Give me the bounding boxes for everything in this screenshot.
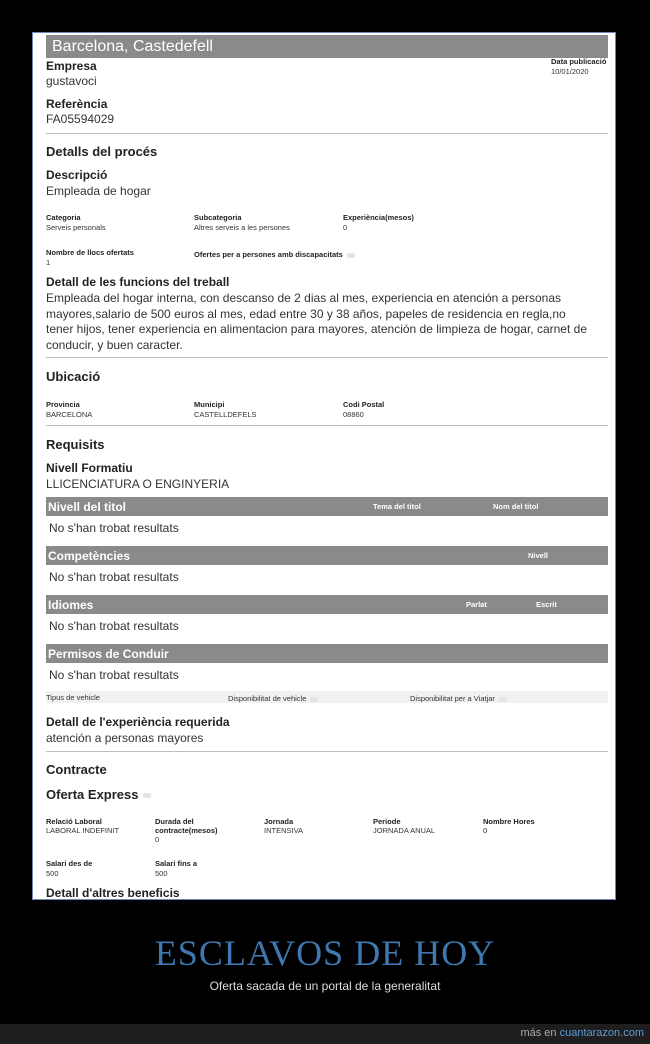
discapacitats-label: Ofertes per a persones amb discapacitats bbox=[194, 250, 355, 259]
funcions-line: Empleada del hogar interna, con descanso de 2 dias al mes, experiencia en atención a personas bbox=[46, 291, 561, 305]
nivell-titol-table-header bbox=[46, 497, 608, 516]
jornada-value: INTENSIVA bbox=[264, 826, 304, 835]
nombre-hores-value: 0 bbox=[483, 826, 488, 835]
divider bbox=[46, 357, 608, 358]
beneficis-label: Detall d'altres beneficis bbox=[46, 886, 180, 900]
categoria-value: Serveis personals bbox=[46, 223, 106, 232]
column-header: Escrit bbox=[536, 600, 557, 609]
column-header: Nom del titol bbox=[493, 502, 539, 511]
no-results-text: No s'han trobat resultats bbox=[49, 619, 179, 633]
provincia-value: BARCELONA bbox=[46, 410, 93, 419]
divider bbox=[46, 425, 608, 426]
empresa-value: gustavoci bbox=[46, 74, 97, 88]
divider bbox=[46, 133, 608, 134]
oferta-express-checkbox[interactable] bbox=[143, 793, 151, 798]
permisos-table-header bbox=[46, 644, 608, 663]
tipus-vehicle-label: Tipus de vehicle bbox=[46, 693, 100, 702]
jornada-label: Jornada bbox=[264, 817, 294, 826]
footer-site-link[interactable]: cuantarazon.com bbox=[559, 1027, 644, 1039]
experiencia-label: Experiència(mesos) bbox=[343, 213, 414, 222]
codi-postal-value: 08860 bbox=[343, 410, 364, 419]
descripcio-value: Empleada de hogar bbox=[46, 184, 151, 198]
footer-text bbox=[520, 1027, 644, 1039]
durada-label-line: contracte(mesos) bbox=[155, 826, 218, 835]
disp-vehicle-checkbox[interactable] bbox=[310, 697, 318, 702]
codi-postal-label: Codi Postal bbox=[343, 400, 385, 409]
competencies-table-header bbox=[46, 546, 608, 565]
no-results-text: No s'han trobat resultats bbox=[49, 521, 179, 535]
footer-prefix: más en bbox=[520, 1027, 560, 1039]
vehicle-row bbox=[46, 691, 608, 703]
disp-vehicle-label: Disponibilitat de vehicle bbox=[228, 694, 318, 703]
table-title: Competències bbox=[48, 549, 131, 563]
provincia-label: Provincia bbox=[46, 400, 80, 409]
municipi-label: Municipi bbox=[194, 400, 225, 409]
table-title: Nivell del titol bbox=[48, 500, 127, 514]
caption-title: ESCLAVOS DE HOY bbox=[154, 933, 496, 973]
data-publicacio-label: Data publicació bbox=[551, 57, 607, 66]
funcions-label: Detall de les funcions del treball bbox=[46, 275, 230, 289]
experiencia-requerida-value: atención a personas mayores bbox=[46, 731, 204, 745]
section-contracte: Contracte bbox=[46, 762, 107, 777]
periode-value: JORNADA ANUAL bbox=[373, 826, 436, 835]
column-header: Tema del titol bbox=[373, 502, 421, 511]
salari-des-label: Salari des de bbox=[46, 859, 93, 868]
referencia-value: FA05594029 bbox=[46, 112, 115, 126]
subcategoria-label: Subcategoria bbox=[194, 213, 242, 222]
llocs-value: 1 bbox=[46, 258, 51, 267]
job-offer-panel bbox=[32, 32, 616, 900]
relacio-label: Relació Laboral bbox=[46, 817, 102, 826]
salari-des-value: 500 bbox=[46, 869, 59, 878]
column-header: Nivell bbox=[528, 551, 549, 560]
caption-subtitle: Oferta sacada de un portal de la generalitat bbox=[209, 979, 441, 993]
section-detalls: Detalls del procés bbox=[46, 144, 158, 159]
funcions-line: mayores,salario de 500 euros al mes, edad entre 30 y 38 años, papeles de residencia en regla,no bbox=[46, 306, 566, 321]
relacio-value: LABORAL INDEFINIT bbox=[46, 826, 120, 835]
nivell-formatiu-label: Nivell Formatiu bbox=[46, 461, 133, 475]
footer-bar bbox=[0, 1024, 650, 1044]
funcions-line: tener hijos, tener experiencia en alimentacion para mayores, atención de limpieza de hogar, carnet de bbox=[46, 322, 587, 336]
table-title: Permisos de Conduir bbox=[48, 647, 169, 661]
descripcio-label: Descripció bbox=[46, 168, 108, 182]
no-results-text: No s'han trobat resultats bbox=[49, 668, 179, 682]
data-publicacio-value: 10/01/2020 bbox=[551, 67, 589, 76]
table-title: Idiomes bbox=[48, 598, 94, 612]
funcions-line: conducir, y buen caracter. bbox=[46, 337, 183, 352]
salari-fins-value: 500 bbox=[155, 869, 168, 878]
experiencia-requerida-label: Detall de l'experiència requerida bbox=[46, 715, 230, 729]
oferta-express-label: Oferta Express bbox=[46, 787, 151, 802]
periode-label: Periode bbox=[373, 817, 401, 826]
salari-fins-label: Salari fins a bbox=[155, 859, 198, 868]
no-results-text: No s'han trobat resultats bbox=[49, 570, 179, 584]
location-header: Barcelona, Castedefell bbox=[46, 35, 608, 58]
llocs-label: Nombre de llocs ofertats bbox=[46, 248, 134, 257]
section-ubicacio: Ubicació bbox=[46, 369, 101, 384]
divider bbox=[46, 751, 608, 752]
idiomes-table-header bbox=[46, 595, 608, 614]
experiencia-value: 0 bbox=[343, 223, 348, 232]
section-requisits: Requisits bbox=[46, 437, 105, 452]
durada-value: 0 bbox=[155, 835, 160, 844]
municipi-value: CASTELLDEFELS bbox=[194, 410, 257, 419]
funcions-text bbox=[46, 291, 587, 353]
durada-label bbox=[155, 817, 218, 835]
disp-viatjar-checkbox[interactable] bbox=[499, 697, 507, 702]
disp-viatjar-label: Disponibilitat per a Viatjar bbox=[410, 694, 507, 703]
durada-label-line: Durada del bbox=[155, 817, 194, 826]
subcategoria-value: Altres serveis a les persones bbox=[194, 223, 290, 232]
categoria-label: Categoria bbox=[46, 213, 81, 222]
nombre-hores-label: Nombre Hores bbox=[483, 817, 535, 826]
discapacitats-checkbox[interactable] bbox=[347, 253, 355, 258]
nivell-formatiu-value: LLICENCIATURA O ENGINYERIA bbox=[46, 477, 230, 491]
referencia-label: Referència bbox=[46, 97, 108, 111]
column-header: Parlat bbox=[466, 600, 487, 609]
empresa-label: Empresa bbox=[46, 59, 97, 73]
